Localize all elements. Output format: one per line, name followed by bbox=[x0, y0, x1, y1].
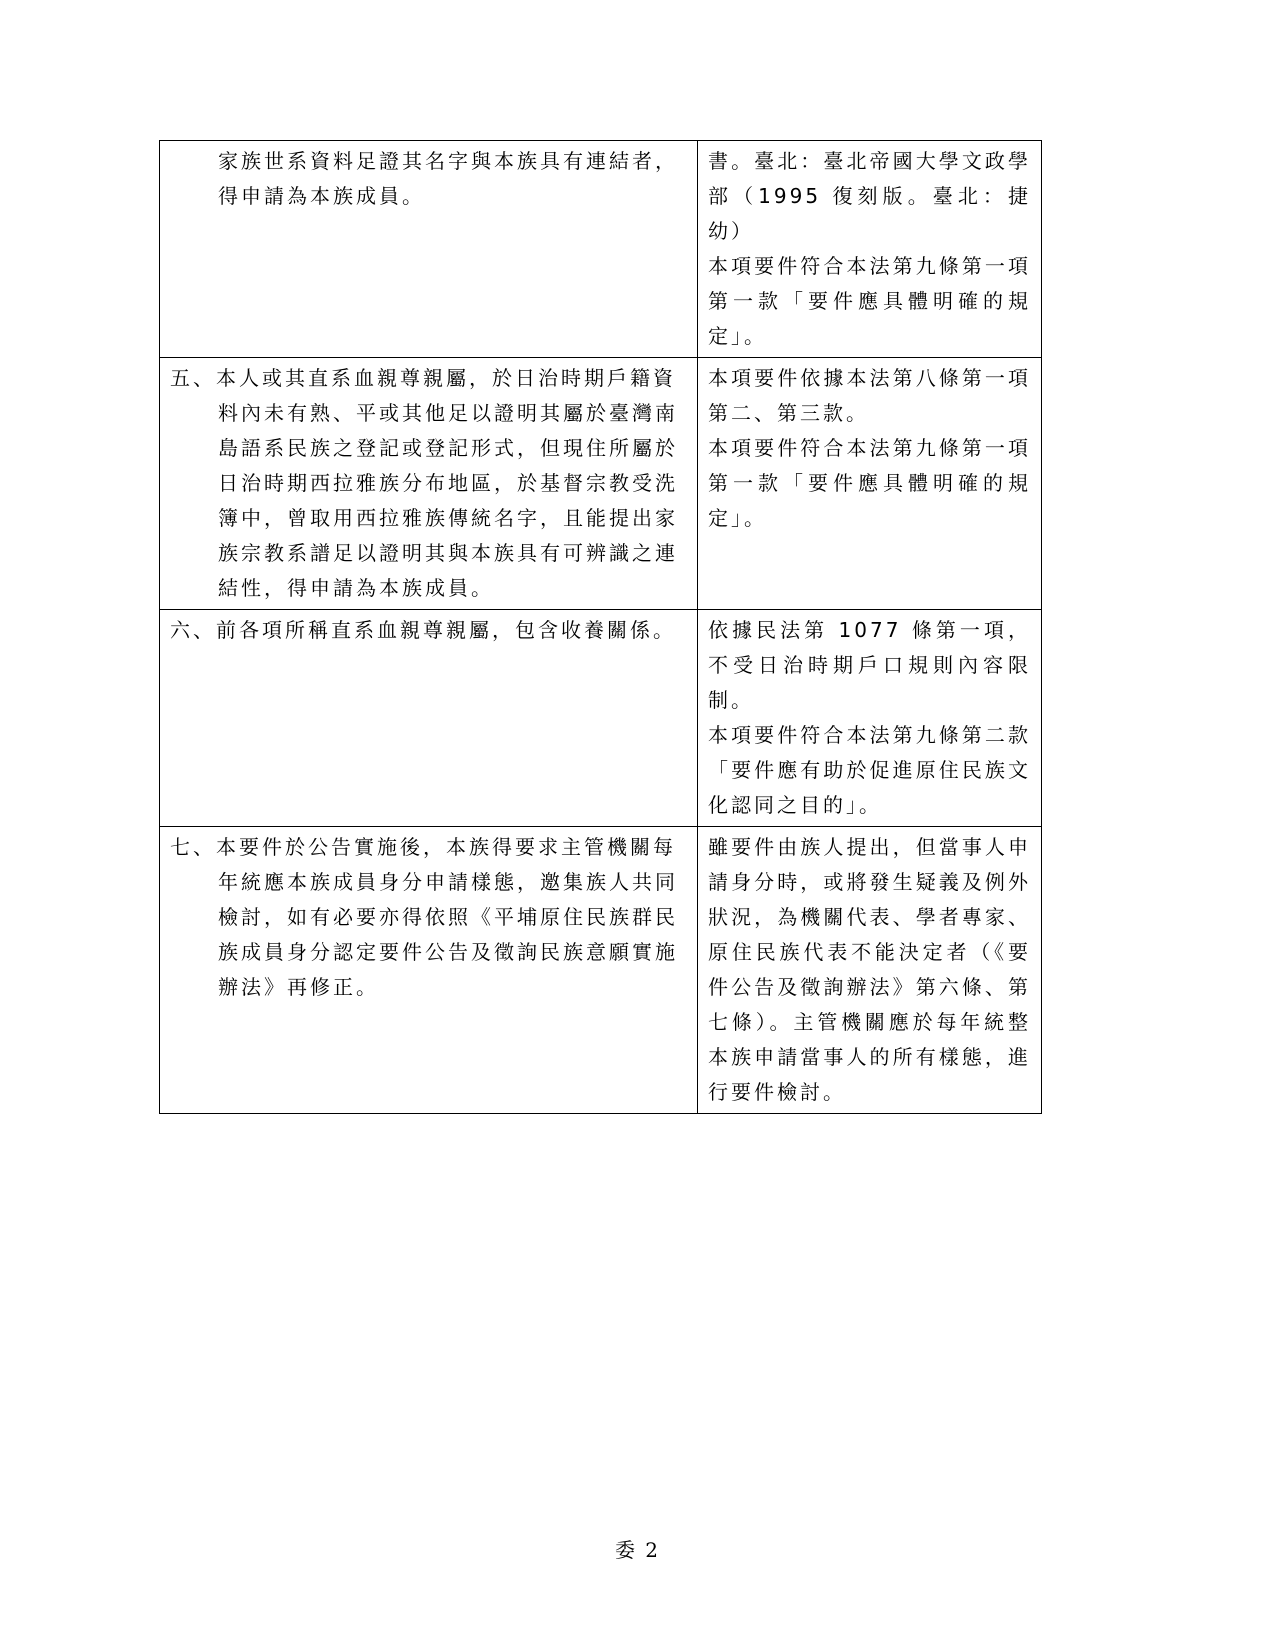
clause-text: 家族世系資料足證其名字與本族具有連結者，得申請為本族成員。 bbox=[218, 149, 678, 208]
clause-text: 七、本要件於公告實施後，本族得要求主管機關每年統應本族成員身分申請樣態，邀集族人共同檢討，如有必要亦得依照《平埔原住民族群民族成員身分認定要件公告及徵詢民族意願實施辦法》再修正。 bbox=[170, 835, 678, 999]
clause-text-cell bbox=[160, 827, 698, 1114]
explanation-paragraph: 本項要件符合本法第九條第二款「要件應有助於促進原住民族文化認同之目的」。 bbox=[708, 723, 1031, 817]
clause-text-cell bbox=[160, 141, 698, 358]
table-row bbox=[160, 827, 1042, 1114]
explanation-paragraph: 本項要件依據本法第八條第一項第二、第三款。 bbox=[708, 366, 1031, 425]
clause-text: 六、前各項所稱直系血親尊親屬，包含收養關係。 bbox=[170, 618, 676, 642]
clause-text: 五、本人或其直系血親尊親屬，於日治時期戶籍資料內未有熟、平或其他足以證明其屬於臺灣南島語系民族之登記或登記形式，但現住所屬於日治時期西拉雅族分布地區，於基督宗教受洗簿中，曾取用西拉雅族傳統名字，且能提出家族宗教系譜足以證明其與本族具有可辨識之連結性，得申請為本族成員。 bbox=[170, 366, 678, 600]
explanation-cell bbox=[698, 610, 1042, 827]
table-row bbox=[160, 141, 1042, 358]
explanation-cell bbox=[698, 141, 1042, 358]
explanation-cell bbox=[698, 358, 1042, 610]
explanation-paragraph: 書。臺北：臺北帝國大學文政學部（1995 復刻版。臺北：捷幼） bbox=[708, 149, 1031, 243]
table-row bbox=[160, 610, 1042, 827]
explanation-paragraph: 本項要件符合本法第九條第一項第一款「要件應具體明確的規定」。 bbox=[708, 254, 1031, 348]
explanation-paragraph: 雖要件由族人提出，但當事人申請身分時，或將發生疑義及例外狀況，為機關代表、學者專家、原住民族代表不能決定者（《要件公告及徵詢辦法》第六條、第七條）。主管機關應於每年統整本族申請當事人的所有樣態，進行要件檢討。 bbox=[708, 835, 1031, 1104]
page-number: 委 2 bbox=[614, 1538, 661, 1562]
table-row bbox=[160, 358, 1042, 610]
explanation-paragraph: 本項要件符合本法第九條第一項第一款「要件應具體明確的規定」。 bbox=[708, 436, 1031, 530]
explanation-paragraph: 依據民法第 1077 條第一項，不受日治時期戶口規則內容限制。 bbox=[708, 618, 1031, 712]
clause-text-cell bbox=[160, 610, 698, 827]
clauses-table bbox=[159, 140, 1042, 1114]
explanation-cell bbox=[698, 827, 1042, 1114]
clause-text-cell bbox=[160, 358, 698, 610]
